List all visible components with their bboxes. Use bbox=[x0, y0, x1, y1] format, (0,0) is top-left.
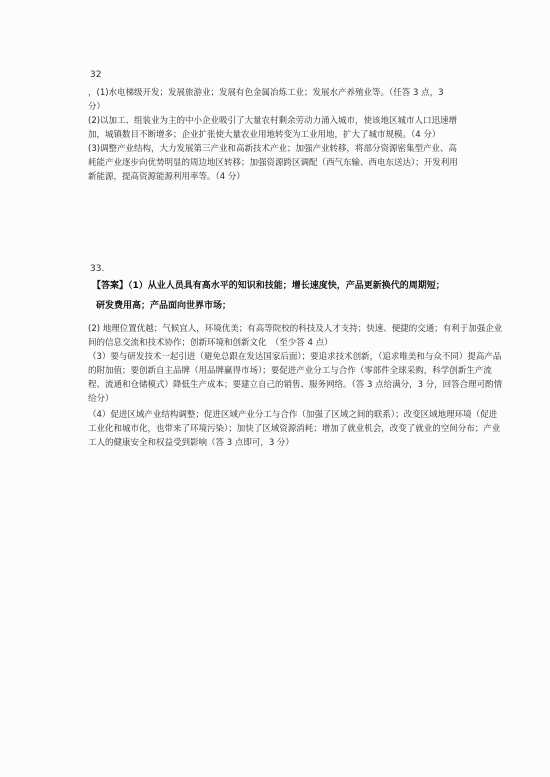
question-33-answer-header bbox=[92, 278, 512, 314]
question-33-answers bbox=[88, 322, 503, 450]
q32-part-2: (2)以加工、组装业为主的中小企业吸引了大量农村剩余劳动力涌入城市，使该地区城市人口迅速增加，城镇数目不断增多；企业扩张使大量农业用地转变为工业用地，扩大了城市规模。（4 分） bbox=[88, 116, 458, 140]
q33-part-3: （3）要与研发技术一起引进（避免总跟在发达国家后面）；要追求技术创新，（追求唯美和与众不同）提高产品的附加值；要创新自主品牌（用品牌赢得市场）；要促进产业分工与合作（零部件全球采购，科学创新生产流程、流通和仓储模式）降低生产成本；要建立自己的销售、服务网络。（答 3 点给满分，3 分，回答合理可酌情给分） bbox=[88, 352, 503, 404]
q33-answer-line-1: 【答案】（1）从业人员具有高水平的知识和技能；增长速度快，产品更新换代的周期短； bbox=[92, 281, 445, 291]
question-33-number: 33. bbox=[90, 264, 105, 274]
question-32-answers bbox=[88, 86, 458, 184]
question-32-number: 32 bbox=[90, 70, 102, 80]
q32-part-3: (3)调整产业结构，大力发展第三产业和高新技术产业；加强产业转移，将部分资源密集型产业、高耗能产业逐步向优势明显的周边地区转移；加强资源跨区调配（西气东输、西电东送达）；开发利用新能源，提高资源能源利用率等。（4 分） bbox=[88, 144, 458, 182]
q33-part-2: (2) 地理位置优越；气候宜人，环境优美；有高等院校的科技及人才支持；快速、便捷的交通；有利于加强企业间的信息交流和技术协作；创新环境和创新文化 （至少答 4 点） bbox=[88, 324, 503, 348]
q33-part-4: （4）促进区域产业结构调整；促进区域产业分工与合作（加强了区域之间的联系）；改变区域地理环境（促进工业化和城市化，也带来了环境污染）；加快了区域资源消耗；增加了就业机会，改变了就业的空间分布；产业工人的健康安全和权益受到影响（答 3 点即可，3 分） bbox=[88, 410, 501, 448]
q32-part-1: ，(1)水电梯级开发；发展旅游业；发展有色金属冶炼工业；发展水产养殖业等。（任答 3 点，3 分） bbox=[88, 88, 444, 112]
q33-answer-line-2: 研发费用高；产品面向世界市场； bbox=[96, 301, 232, 311]
